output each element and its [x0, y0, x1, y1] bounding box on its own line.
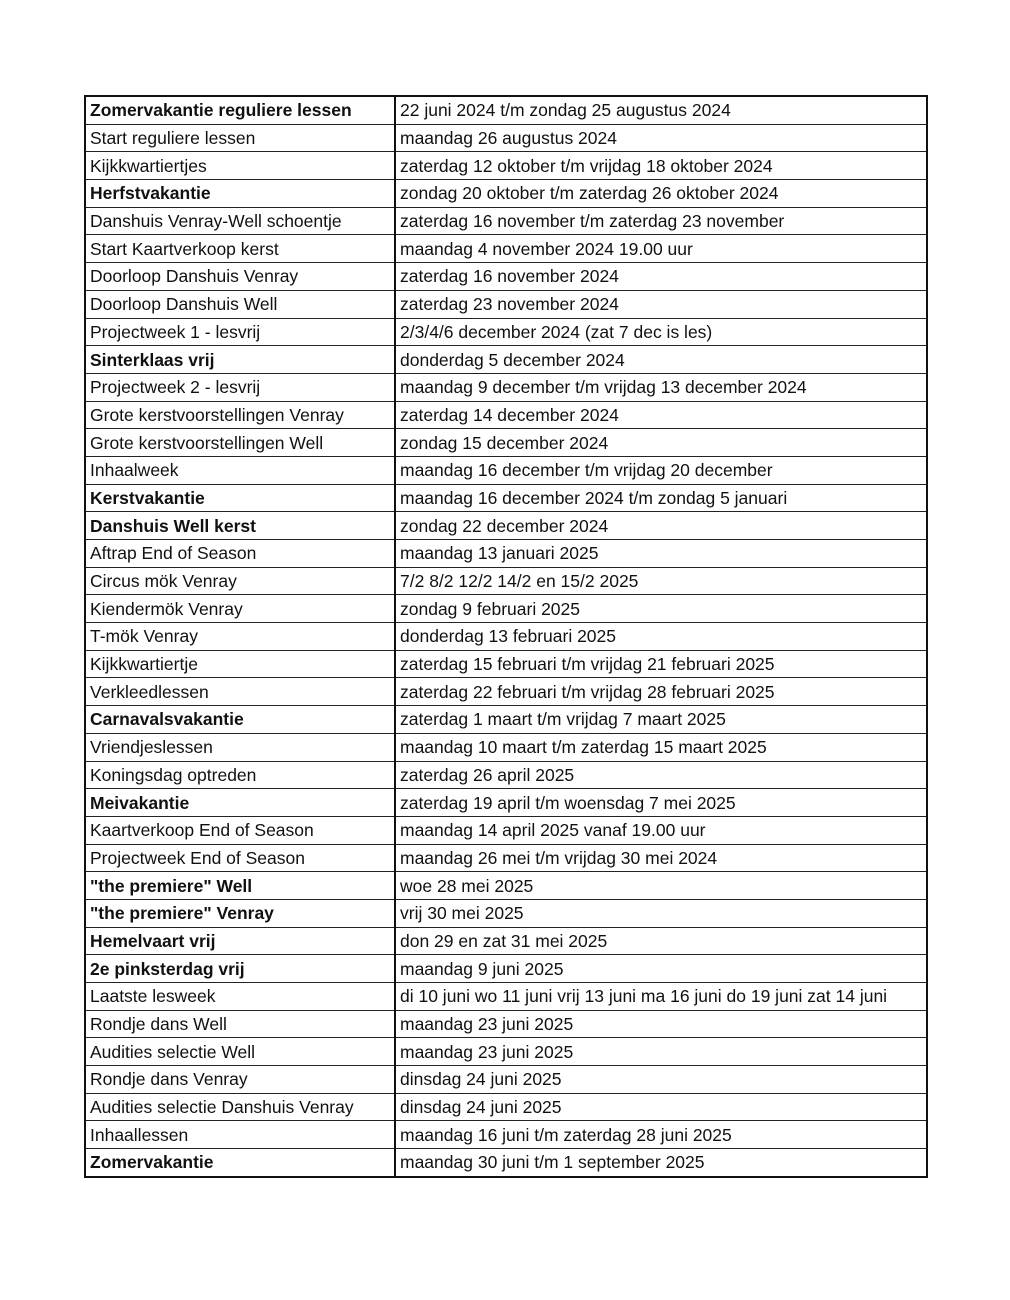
event-cell: Aftrap End of Season [85, 540, 395, 568]
date-cell: zondag 22 december 2024 [395, 512, 927, 540]
schedule-table-body [85, 96, 927, 1177]
table-row [85, 1066, 927, 1094]
table-row [85, 152, 927, 180]
date-cell: zaterdag 26 april 2025 [395, 761, 927, 789]
table-row [85, 983, 927, 1011]
table-row [85, 789, 927, 817]
date-cell: donderdag 13 februari 2025 [395, 623, 927, 651]
date-cell: donderdag 5 december 2024 [395, 346, 927, 374]
event-cell: Sinterklaas vrij [85, 346, 395, 374]
event-cell: Audities selectie Danshuis Venray [85, 1093, 395, 1121]
event-cell: Circus mök Venray [85, 567, 395, 595]
table-row [85, 927, 927, 955]
date-cell: zaterdag 22 februari t/m vrijdag 28 februari 2025 [395, 678, 927, 706]
event-cell: Inhaalweek [85, 456, 395, 484]
event-cell: Doorloop Danshuis Venray [85, 263, 395, 291]
table-row [85, 733, 927, 761]
date-cell: zaterdag 1 maart t/m vrijdag 7 maart 2025 [395, 706, 927, 734]
date-cell: dinsdag 24 juni 2025 [395, 1066, 927, 1094]
event-cell: Start reguliere lessen [85, 124, 395, 152]
event-cell: Herfstvakantie [85, 180, 395, 208]
date-cell: zaterdag 23 november 2024 [395, 290, 927, 318]
date-cell: zaterdag 15 februari t/m vrijdag 21 februari 2025 [395, 650, 927, 678]
table-row [85, 1149, 927, 1177]
date-cell: maandag 26 augustus 2024 [395, 124, 927, 152]
date-cell: 7/2 8/2 12/2 14/2 en 15/2 2025 [395, 567, 927, 595]
table-row [85, 1010, 927, 1038]
event-cell: Rondje dans Venray [85, 1066, 395, 1094]
table-row [85, 96, 927, 124]
table-row [85, 816, 927, 844]
date-cell: zondag 9 februari 2025 [395, 595, 927, 623]
event-cell: Vriendjeslessen [85, 733, 395, 761]
date-cell: zaterdag 12 oktober t/m vrijdag 18 oktober 2024 [395, 152, 927, 180]
table-row [85, 290, 927, 318]
event-cell: Kiendermök Venray [85, 595, 395, 623]
date-cell: maandag 16 december 2024 t/m zondag 5 januari [395, 484, 927, 512]
event-cell: Hemelvaart vrij [85, 927, 395, 955]
table-row [85, 401, 927, 429]
table-row [85, 540, 927, 568]
table-row [85, 650, 927, 678]
table-row [85, 706, 927, 734]
event-cell: Rondje dans Well [85, 1010, 395, 1038]
event-cell: Laatste lesweek [85, 983, 395, 1011]
date-cell: 22 juni 2024 t/m zondag 25 augustus 2024 [395, 96, 927, 124]
event-cell: T-mök Venray [85, 623, 395, 651]
table-row [85, 899, 927, 927]
date-cell: di 10 juni wo 11 juni vrij 13 juni ma 16 juni do 19 juni zat 14 juni [395, 983, 927, 1011]
date-cell: vrij 30 mei 2025 [395, 899, 927, 927]
table-row [85, 678, 927, 706]
table-row [85, 844, 927, 872]
date-cell: zaterdag 19 april t/m woensdag 7 mei 2025 [395, 789, 927, 817]
date-cell: maandag 30 juni t/m 1 september 2025 [395, 1149, 927, 1177]
event-cell: Inhaallessen [85, 1121, 395, 1149]
table-row [85, 595, 927, 623]
table-row [85, 263, 927, 291]
event-cell: Start Kaartverkoop kerst [85, 235, 395, 263]
event-cell: Zomervakantie [85, 1149, 395, 1177]
table-row [85, 180, 927, 208]
date-cell: maandag 13 januari 2025 [395, 540, 927, 568]
event-cell: Kijkkwartiertjes [85, 152, 395, 180]
date-cell: woe 28 mei 2025 [395, 872, 927, 900]
event-cell: Kerstvakantie [85, 484, 395, 512]
event-cell: Projectweek End of Season [85, 844, 395, 872]
table-row [85, 623, 927, 651]
table-row [85, 124, 927, 152]
table-row [85, 346, 927, 374]
event-cell: Koningsdag optreden [85, 761, 395, 789]
event-cell: 2e pinksterdag vrij [85, 955, 395, 983]
event-cell: Verkleedlessen [85, 678, 395, 706]
table-row [85, 512, 927, 540]
schedule-table [84, 95, 928, 1178]
date-cell: maandag 4 november 2024 19.00 uur [395, 235, 927, 263]
table-row [85, 567, 927, 595]
date-cell: zondag 15 december 2024 [395, 429, 927, 457]
date-cell: zondag 20 oktober t/m zaterdag 26 oktober 2024 [395, 180, 927, 208]
table-row [85, 955, 927, 983]
event-cell: Danshuis Venray-Well schoentje [85, 207, 395, 235]
event-cell: Meivakantie [85, 789, 395, 817]
date-cell: maandag 10 maart t/m zaterdag 15 maart 2025 [395, 733, 927, 761]
event-cell: Zomervakantie reguliere lessen [85, 96, 395, 124]
table-row [85, 207, 927, 235]
date-cell: zaterdag 16 november 2024 [395, 263, 927, 291]
event-cell: Projectweek 2 - lesvrij [85, 373, 395, 401]
event-cell: Doorloop Danshuis Well [85, 290, 395, 318]
date-cell: 2/3/4/6 december 2024 (zat 7 dec is les) [395, 318, 927, 346]
event-cell: Kaartverkoop End of Season [85, 816, 395, 844]
date-cell: maandag 16 juni t/m zaterdag 28 juni 2025 [395, 1121, 927, 1149]
table-row [85, 373, 927, 401]
table-row [85, 1038, 927, 1066]
event-cell: Audities selectie Well [85, 1038, 395, 1066]
table-row [85, 761, 927, 789]
date-cell: maandag 26 mei t/m vrijdag 30 mei 2024 [395, 844, 927, 872]
event-cell: Grote kerstvoorstellingen Venray [85, 401, 395, 429]
event-cell: Danshuis Well kerst [85, 512, 395, 540]
date-cell: don 29 en zat 31 mei 2025 [395, 927, 927, 955]
date-cell: maandag 16 december t/m vrijdag 20 december [395, 456, 927, 484]
date-cell: maandag 14 april 2025 vanaf 19.00 uur [395, 816, 927, 844]
date-cell: zaterdag 14 december 2024 [395, 401, 927, 429]
event-cell: Projectweek 1 - lesvrij [85, 318, 395, 346]
date-cell: dinsdag 24 juni 2025 [395, 1093, 927, 1121]
table-row [85, 484, 927, 512]
date-cell: maandag 23 juni 2025 [395, 1010, 927, 1038]
table-row [85, 456, 927, 484]
event-cell: "the premiere" Venray [85, 899, 395, 927]
date-cell: maandag 9 juni 2025 [395, 955, 927, 983]
table-row [85, 1093, 927, 1121]
event-cell: Kijkkwartiertje [85, 650, 395, 678]
event-cell: "the premiere" Well [85, 872, 395, 900]
date-cell: zaterdag 16 november t/m zaterdag 23 november [395, 207, 927, 235]
table-row [85, 1121, 927, 1149]
date-cell: maandag 23 juni 2025 [395, 1038, 927, 1066]
table-row [85, 872, 927, 900]
date-cell: maandag 9 december t/m vrijdag 13 december 2024 [395, 373, 927, 401]
event-cell: Grote kerstvoorstellingen Well [85, 429, 395, 457]
event-cell: Carnavalsvakantie [85, 706, 395, 734]
table-row [85, 429, 927, 457]
table-row [85, 235, 927, 263]
table-row [85, 318, 927, 346]
